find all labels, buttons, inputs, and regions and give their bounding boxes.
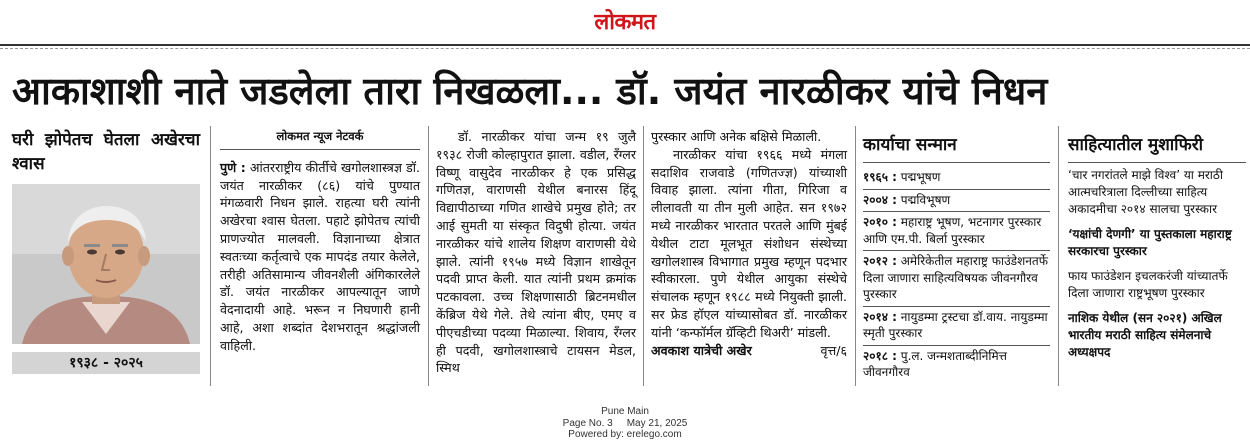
article-paragraph-2: डॉ. नारळीकर यांचा जन्म १९ जुलै १९३८ रोजी कोल्हापुरात झाला. वडील, रँग्लर विष्णू वासुदेव नारळीकर हे एक प्रसिद्ध गणितज्ञ, वाराणसी येथील बनारस हिंदू विद्यापीठाच्या गणित शाखेचे प्रमुख होते; तर आई सुमती या संस्कृत विदुषी होत्या. जयंत नारळीकर यांचे शालेय शिक्षण वाराणसी येथे झाले. त्यांनी १९५७ मध्ये विज्ञान शाखेतून पदवी प्राप्त केली. यात त्यांनी प्रथम क्रमांक पटकावला. उच्च शिक्षणासाठी ब्रिटनमधील केंब्रिज येथे गेले. तेथे त्यांना बीए, एमए व पीएचडीच्या पदव्या मिळाल्या. शिवाय, रँग्लर ही पदवी, खगोलशास्त्राचे टायसन मेडल, स्मिथ [436,129,636,376]
article-paragraph-3: पुरस्कार आणि अनेक बक्षिसे मिळाली. [651,129,822,144]
byline: लोकमत न्यूज नेटवर्क [220,128,420,150]
photo-column [12,128,200,374]
honour-item: २०१० : महाराष्ट्र भूषण, भटनागर पुरस्कार आणि एम.पी. बिर्ला पुरस्कार [863,212,1050,251]
page-date-line [0,418,1250,430]
column-divider [855,126,856,386]
article-paragraph-1: पुणे : आंतरराष्ट्रीय कीर्तीचे खगोलशास्त्रज्ञ डॉ. जयंत नारळीकर (८६) यांचे पुण्यात मंगळवारी निधन झाले. राहत्या घरी त्यांनी अखेरचा श्वास घेतला. पहाटे झोपेतच त्यांची प्राणज्योत मालवली. विज्ञानाच्या क्षेत्रात स्वतःच्या कर्तृत्वाचे एक मापदंड तयार केलेले, तरीही अतिसामान्य जीवनशैली अंगिकारलेले डॉ. जयंत नारळीकर आपल्यातून जाणे वेदनादायी आहे. भरून न निघणारी हानी आहे, अशा शब्दांत देशभरातून श्रद्धांजली वाहिली. [220,159,420,353]
continued-reference: वृत्त/६ [820,342,847,358]
literary-box [1068,132,1246,369]
literary-item: नाशिक येथील (सन २०२१) अखिल भारतीय मराठी साहित्य संमेलनाचे अध्यक्षपद [1068,311,1222,359]
literary-item: फाय फाउंडेशन इचलकरंजी यांच्यातर्फे दिला जाणारा राष्ट्रभूषण पुरस्कार [1068,269,1228,300]
page-number: Page No. 3 [562,417,613,429]
masthead-rule [0,44,1250,46]
continued-line: अवकाश यात्रेची अखेर वृत्त/६ [651,342,847,358]
honour-item: १९६५ : पद्मभूषण [863,167,1050,190]
headline: आकाशाशी नाते जडलेला तारा निखळला... डॉ. जयंत नारळीकर यांचे निधन [12,69,1048,113]
column-divider [210,126,211,386]
edition-label: Pune Main [601,406,649,417]
column-divider [428,126,429,386]
lifespan-caption: १९३८ - २०२५ [12,352,200,374]
literary-title: साहित्यातील मुशाफिरी [1068,132,1246,163]
subheadline: घरी झोपेतच घेतला अखेरचा श्वास [12,130,200,174]
column-divider [1058,126,1059,386]
masthead [0,6,1250,36]
page-footer [0,406,1250,441]
portrait-photo [12,184,200,344]
honour-item: २०१२ : अमेरिकेतील महाराष्ट्र फाउंडेशनतर्फे दिला जाणारा साहित्यविषयक जीवनगौरव पुरस्कार [863,251,1050,307]
literary-item: ‘चार नगरांतले माझे विश्व’ या मराठी आत्मचरित्राला दिल्लीच्या साहित्य अकादमीचा २०१४ सालचा पुरस्कार [1068,168,1223,216]
honours-title: कार्याचा सन्मान [863,132,1050,163]
powered-by-link[interactable]: Powered by: erelego.com [568,429,682,440]
honours-box [863,132,1050,384]
literary-item: ‘यक्षांची देणगी’ या पुस्तकाला महाराष्ट्र सरकारचा पुरस्कार [1068,227,1232,258]
portrait-illustration [12,184,200,344]
newspaper-logo: लोकमत [594,10,656,35]
article-column-1 [220,128,420,355]
dateline: पुणे : [220,159,246,175]
article-column-3 [651,128,847,359]
masthead-rule-dashed [0,48,1250,49]
article-column-2 [436,128,636,377]
honour-item: २००४ : पद्मविभूषण [863,190,1050,213]
column-divider [643,126,644,386]
honour-item: २०१८ : पु.ल. जन्मशताब्दीनिमित्त जीवनगौरव [863,348,1007,379]
article-paragraph-4: नारळीकर यांचा १९६६ मध्ये मंगला सदाशिव राजवाडे (गणितज्ज्ञ) यांच्याशी विवाह झाला. त्यांना गीता, गिरिजा व लीलावती या तीन मुली आहेत. सन १९७२ मध्ये नारळीकर भारतात परतले आणि मुंबई येथील टाटा मूलभूत संशोधन संस्थेच्या खगोलशास्त्र विभागात प्रमुख म्हणून पदभार स्वीकारला. पुणे येथील आयुका संस्थेचे संचालक म्हणून १९८८ मध्ये नियुक्ती झाली. सर फ्रेड हॉएल यांच्यासोबत डॉ. नारळीकर यांनी ‘कन्फॉर्मल ग्रॅव्हिटी थिअरी’ मांडली. [651,146,847,340]
publication-date: May 21, 2025 [626,417,688,429]
honour-item: २०१४ : नायुडम्मा ट्रस्टचा डॉ.वाय. नायुडम्मा स्मृती पुरस्कार [863,307,1050,346]
